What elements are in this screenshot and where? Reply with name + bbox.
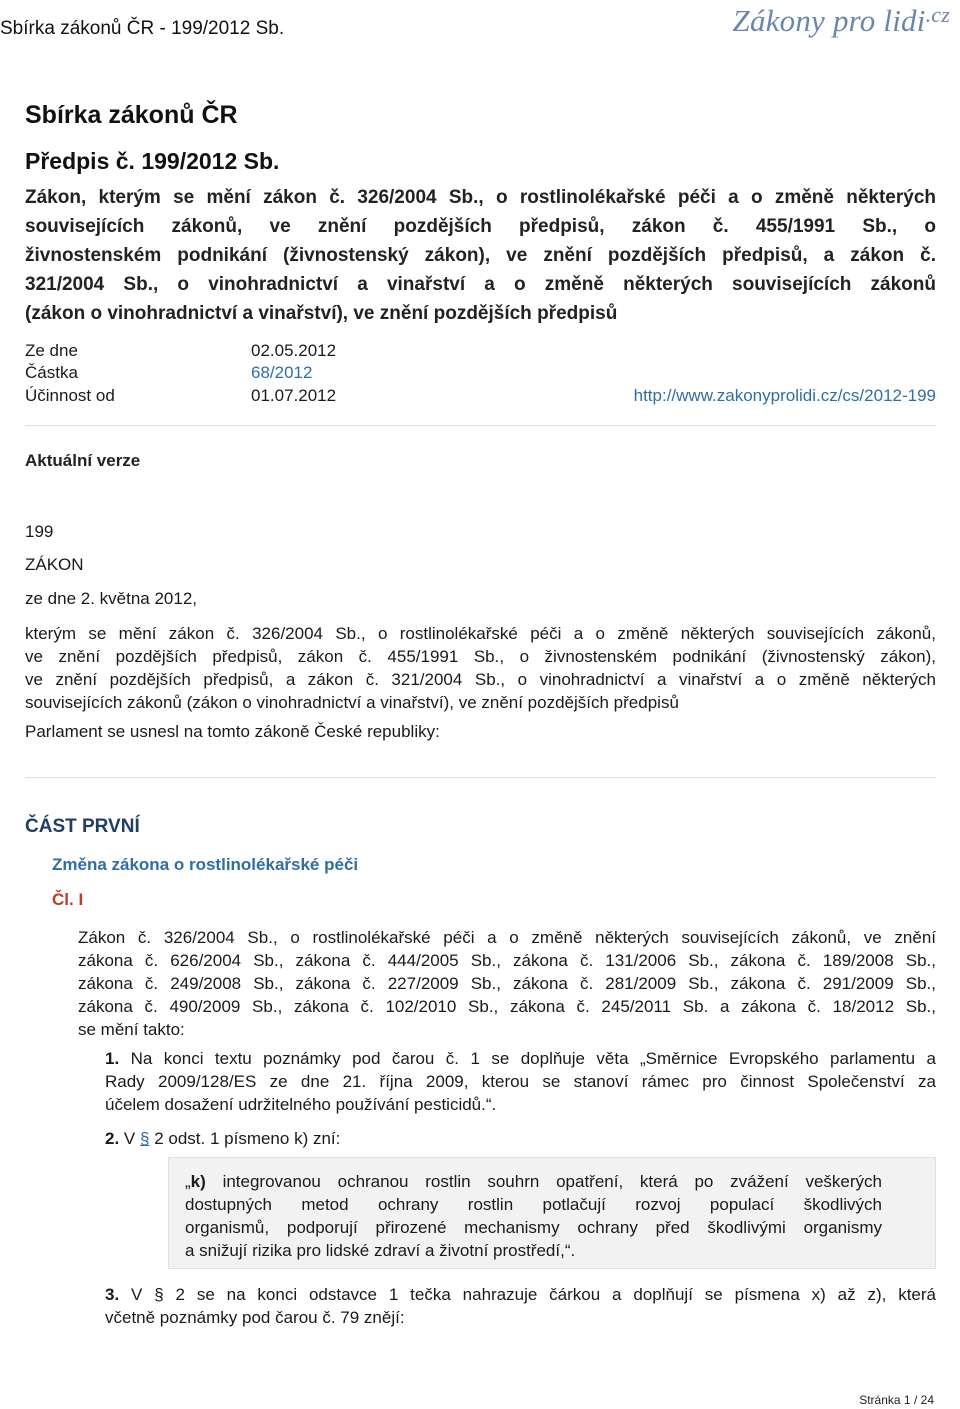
item-number: 2. (105, 1129, 120, 1148)
item-number: 3. (105, 1285, 120, 1304)
para-line: Zákon č. 326/2004 Sb., o rostlinolékařské péči a o změně některých souvisejících zákonů, ve znění (78, 928, 936, 947)
current-version-label: Aktuální verze (25, 451, 141, 470)
quote-line: dostupných metod ochrany rostlin potlačují rozvoj populací škodlivých (185, 1195, 882, 1214)
site-logo[interactable] (733, 2, 950, 39)
logo-suffix: .cz (925, 2, 950, 27)
intro-line: kterým se mění zákon č. 326/2004 Sb., o rostlinolékařské péči a o změně některých souvisejících zákonů, (25, 624, 936, 643)
intro-line: ve znění pozdějších předpisů, a zákon č. 321/2004 Sb., o vinohradnictví a vinařství a o změně některých (25, 670, 936, 689)
quote-line: a snižují rizika pro lidské zdraví a životní prostředí,“. (185, 1241, 576, 1260)
regulation-title: Předpis č. 199/2012 Sb. (25, 148, 280, 174)
subtitle-line: živnostenském podnikání (živnostenský zákon), ve znění pozdějších předpisů, a zákon č. (25, 245, 936, 266)
para-line: se mění takto: (78, 1020, 185, 1039)
law-intro (25, 622, 936, 714)
meta-part-label: Částka (25, 363, 78, 382)
part-heading: Změna zákona o rostlinolékařské péči (52, 855, 359, 874)
page-counter (859, 1393, 934, 1407)
para-line: zákona č. 490/2009 Sb., zákona č. 102/2010 Sb., zákona č. 245/2011 Sb. a zákona č. 18/2012 Sb., (78, 997, 936, 1016)
subtitle-line: 321/2004 Sb., o vinohradnictví a vinařství a o změně některých souvisejících zákonů (25, 274, 936, 295)
intro-line: souvisejících zákonů (zákon o vinohradnictví a vinařství), ve znění pozdějších předpisů (25, 693, 679, 712)
part-title: ČÁST PRVNÍ (25, 816, 140, 837)
item-text: 2 odst. 1 písmeno k) zní: (154, 1129, 341, 1148)
quote-letter: k) (190, 1172, 206, 1191)
page-header-title: Sbírka zákonů ČR - 199/2012 Sb. (0, 18, 285, 39)
item-line: včetně poznámky pod čarou č. 79 znějí: (105, 1308, 405, 1327)
para-line: zákona č. 626/2004 Sb., zákona č. 444/2005 Sb., zákona č. 131/2006 Sb., zákona č. 189/2008 Sb., (78, 951, 936, 970)
meta-date-label: Ze dne (25, 341, 78, 360)
law-number: 199 (25, 522, 54, 541)
meta-date-value: 02.05.2012 (251, 341, 337, 360)
page-total: 24 (920, 1393, 934, 1407)
section-link[interactable]: § (140, 1129, 150, 1148)
page-current: 1 (903, 1393, 911, 1407)
divider (25, 777, 936, 778)
item-prefix: V (123, 1129, 136, 1148)
article-paragraph (78, 926, 936, 1041)
law-date: ze dne 2. května 2012, (25, 589, 198, 608)
law-type: ZÁKON (25, 555, 84, 574)
page-label: Stránka (859, 1393, 901, 1407)
article-label: Čl. I (52, 890, 84, 909)
item-line: 3. V § 2 se na konci odstavce 1 tečka nahrazuje čárkou a doplňují se písmena x) až z), která (105, 1285, 936, 1304)
para-line: zákona č. 249/2008 Sb., zákona č. 227/2009 Sb., zákona č. 281/2009 Sb., zákona č. 291/2009 Sb., (78, 974, 936, 993)
amendment-item-3 (105, 1283, 936, 1329)
parliament-statement: Parlament se usnesl na tomto zákoně České republiky: (25, 722, 440, 741)
amendment-item-1 (105, 1047, 936, 1116)
logo-text: Zákony pro lidi (732, 3, 926, 38)
meta-effective-value: 01.07.2012 (251, 386, 337, 405)
subtitle-line: souvisejících zákonů, ve znění pozdějších předpisů, zákon č. 455/1991 Sb., o (25, 216, 936, 237)
item-line: Rady 2009/128/ES ze dne 21. října 2009, kterou se stanoví rámec pro činnost Společenství za (105, 1072, 936, 1091)
regulation-subtitle (25, 183, 936, 328)
item-line: 1. Na konci textu poznámky pod čarou č. 1 se doplňuje věta „Směrnice Evropského parlamentu a (105, 1049, 936, 1068)
subtitle-line: (zákon o vinohradnictví a vinařství), ve znění pozdějších předpisů (25, 303, 618, 324)
intro-line: ve znění pozdějších předpisů, zákon č. 455/1991 Sb., o živnostenském podnikání (živnostenský zákon), (25, 647, 936, 666)
source-url-link[interactable]: http://www.zakonyprolidi.cz/cs/2012-199 (633, 386, 936, 405)
amendment-item-2 (105, 1127, 936, 1150)
quote-line: „k) integrovanou ochranou rostlin souhrn opatření, která po zvážení veškerých (185, 1172, 883, 1191)
page-separator: / (913, 1393, 918, 1407)
subtitle-line: Zákon, kterým se mění zákon č. 326/2004 Sb., o rostlinolékařské péči a o změně některých (25, 187, 936, 208)
meta-part-link[interactable]: 68/2012 (251, 363, 313, 382)
divider (25, 425, 936, 426)
quote-line: organismů, podporují přirozené mechanismy ochrany před škodlivými organismy (185, 1218, 882, 1237)
meta-effective-label: Účinnost od (25, 386, 115, 405)
item-number: 1. (105, 1049, 120, 1068)
collection-title: Sbírka zákonů ČR (25, 101, 238, 129)
quoted-text-box (168, 1157, 936, 1269)
item-line: účelem dosažení udržitelného používání pesticidů.“. (105, 1095, 497, 1114)
